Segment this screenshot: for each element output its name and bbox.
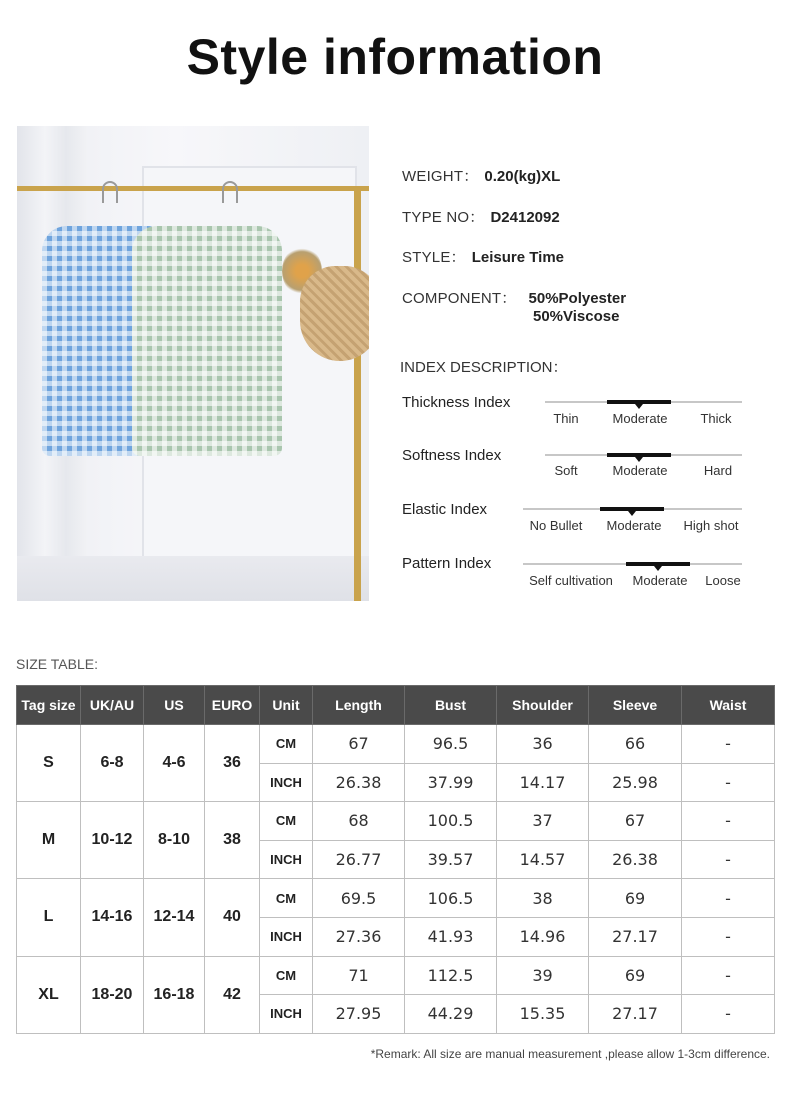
- measurement-cell: 41.93: [405, 917, 497, 956]
- uk-au-cell: 6-8: [81, 725, 144, 802]
- measurement-cell: -: [682, 763, 775, 802]
- measurement-cell: 39.57: [405, 840, 497, 879]
- component-row: [402, 287, 626, 308]
- measurement-cell: 71: [313, 956, 405, 995]
- index-option: Soft: [554, 463, 578, 478]
- index-option: Moderate: [612, 463, 668, 478]
- measurement-cell: 67: [589, 802, 682, 841]
- unit-cell: CM: [260, 802, 313, 841]
- product-photo: [17, 126, 369, 601]
- measurement-cell: 106.5: [405, 879, 497, 918]
- measurement-cell: 37.99: [405, 763, 497, 802]
- table-row: [17, 956, 775, 995]
- clothes-rail: [17, 186, 369, 191]
- header-waist: Waist: [682, 686, 775, 725]
- index-option: No Bullet: [529, 518, 583, 533]
- us-cell: 16-18: [144, 956, 205, 1033]
- unit-cell: CM: [260, 956, 313, 995]
- unit-cell: INCH: [260, 995, 313, 1034]
- header-us: US: [144, 686, 205, 725]
- style-label: STYLE：: [402, 249, 466, 266]
- euro-cell: 40: [205, 879, 260, 956]
- type-no-row: [402, 206, 560, 227]
- header-length: Length: [313, 686, 405, 725]
- measurement-cell: 14.57: [497, 840, 589, 879]
- measurement-cell: 26.38: [313, 763, 405, 802]
- index-pointer-icon: [635, 404, 643, 409]
- measurement-cell: -: [682, 725, 775, 764]
- style-row: [402, 246, 564, 267]
- index-option: High shot: [683, 518, 739, 533]
- size-table-heading: SIZE TABLE:: [16, 656, 98, 672]
- unit-cell: INCH: [260, 763, 313, 802]
- measurement-cell: 39: [497, 956, 589, 995]
- measurement-cell: 27.36: [313, 917, 405, 956]
- measurement-cell: 14.96: [497, 917, 589, 956]
- size-table: [16, 685, 775, 1034]
- table-row: [17, 725, 775, 764]
- measurement-cell: 36: [497, 725, 589, 764]
- index-option: Thick: [700, 411, 732, 426]
- component-label: COMPONENT：: [402, 290, 517, 307]
- header-tag-size: Tag size: [17, 686, 81, 725]
- measurement-cell: 27.95: [313, 995, 405, 1034]
- index-option: Self cultivation: [529, 573, 613, 588]
- header-uk-au: UK/AU: [81, 686, 144, 725]
- index-option: Thin: [553, 411, 579, 426]
- page-title: Style information: [186, 29, 604, 85]
- hanger-icon: [102, 181, 118, 203]
- tag-size-cell: XL: [17, 956, 81, 1033]
- measurement-cell: 67: [313, 725, 405, 764]
- index-label: Thickness Index: [402, 394, 511, 411]
- unit-cell: INCH: [260, 917, 313, 956]
- unit-cell: CM: [260, 725, 313, 764]
- uk-au-cell: 10-12: [81, 802, 144, 879]
- uk-au-cell: 18-20: [81, 956, 144, 1033]
- weight-label: WEIGHT：: [402, 168, 479, 185]
- measurement-cell: 14.17: [497, 763, 589, 802]
- straw-bag-decoration: [300, 266, 369, 361]
- index-option: Moderate: [606, 518, 662, 533]
- unit-cell: CM: [260, 879, 313, 918]
- header-sleeve: Sleeve: [589, 686, 682, 725]
- table-row: [17, 802, 775, 841]
- rail-post: [354, 186, 361, 601]
- floor-decoration: [17, 556, 369, 601]
- type-no-value: D2412092: [490, 209, 560, 226]
- index-pointer-icon: [654, 566, 662, 571]
- uk-au-cell: 14-16: [81, 879, 144, 956]
- measurement-cell: 15.35: [497, 995, 589, 1034]
- index-label: Pattern Index: [402, 555, 492, 572]
- measurement-cell: 69: [589, 956, 682, 995]
- measurement-cell: 112.5: [405, 956, 497, 995]
- component-value-1: 50%Polyester: [528, 290, 627, 307]
- measurement-cell: 100.5: [405, 802, 497, 841]
- euro-cell: 42: [205, 956, 260, 1033]
- index-option: Loose: [705, 573, 741, 588]
- measurement-cell: -: [682, 840, 775, 879]
- measurement-cell: -: [682, 802, 775, 841]
- measurement-cell: -: [682, 995, 775, 1034]
- index-description-heading: INDEX DESCRIPTION：: [400, 359, 568, 376]
- header-shoulder: Shoulder: [497, 686, 589, 725]
- measurement-cell: 69.5: [313, 879, 405, 918]
- measurement-cell: 37: [497, 802, 589, 841]
- measurement-cell: -: [682, 956, 775, 995]
- index-label: Softness Index: [402, 447, 502, 464]
- size-table-header-row: [17, 686, 775, 725]
- header-bust: Bust: [405, 686, 497, 725]
- us-cell: 12-14: [144, 879, 205, 956]
- index-pointer-icon: [635, 457, 643, 462]
- hanger-icon: [222, 181, 238, 203]
- measurement-cell: 27.17: [589, 995, 682, 1034]
- measurement-cell: 25.98: [589, 763, 682, 802]
- measurement-cell: 68: [313, 802, 405, 841]
- index-label: Elastic Index: [402, 501, 488, 518]
- tag-size-cell: S: [17, 725, 81, 802]
- measurement-cell: 96.5: [405, 725, 497, 764]
- index-option: Moderate: [632, 573, 688, 588]
- style-value: Leisure Time: [471, 249, 564, 266]
- measurement-cell: 66: [589, 725, 682, 764]
- euro-cell: 38: [205, 802, 260, 879]
- unit-cell: INCH: [260, 840, 313, 879]
- weight-value: 0.20(kg)XL: [484, 168, 561, 185]
- index-option: Moderate: [612, 411, 668, 426]
- measurement-cell: 69: [589, 879, 682, 918]
- component-value-2: 50%Viscose: [533, 308, 620, 325]
- index-option: Hard: [703, 463, 733, 478]
- measurement-cell: -: [682, 917, 775, 956]
- measurement-cell: 44.29: [405, 995, 497, 1034]
- tag-size-cell: L: [17, 879, 81, 956]
- measurement-cell: 27.17: [589, 917, 682, 956]
- us-cell: 4-6: [144, 725, 205, 802]
- tag-size-cell: M: [17, 802, 81, 879]
- table-row: [17, 879, 775, 918]
- measurement-cell: 26.77: [313, 840, 405, 879]
- index-pointer-icon: [628, 511, 636, 516]
- header-unit: Unit: [260, 686, 313, 725]
- type-no-label: TYPE NO：: [402, 209, 485, 226]
- green-gingham-shirt: [132, 226, 282, 456]
- header-euro: EURO: [205, 686, 260, 725]
- measurement-cell: -: [682, 879, 775, 918]
- us-cell: 8-10: [144, 802, 205, 879]
- weight-row: [402, 165, 560, 186]
- measurement-cell: 26.38: [589, 840, 682, 879]
- measurement-cell: 38: [497, 879, 589, 918]
- euro-cell: 36: [205, 725, 260, 802]
- remark-note: *Remark: All size are manual measurement ,please allow 1-3cm difference.: [370, 1047, 770, 1061]
